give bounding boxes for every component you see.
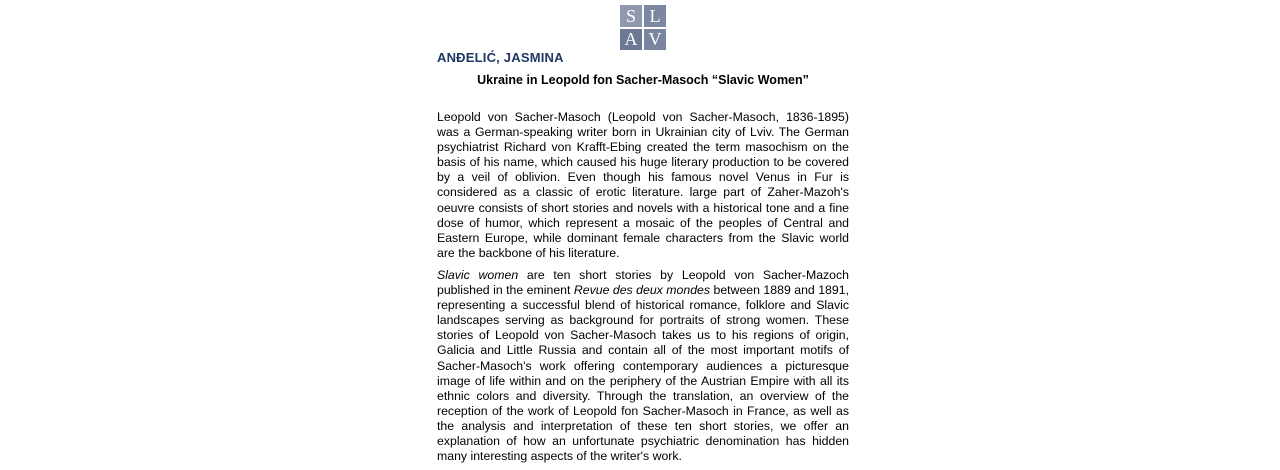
italic-journal: Revue des deux mondes: [573, 283, 711, 298]
paragraph-2: [437, 268, 849, 464]
abstract-body: [437, 110, 849, 470]
paragraph-1: Leopold von Sacher-Masoch (Leopold von Sacher-Masoch, 1836-1895) was a German-speaking writer born in Ukrainian city of Lviv. The German psychiatrist Richard von Krafft-Ebing created the term masochism on the basis of his name, which caused his huge literary production to be covered by a veil of oblivion. Even though his famous novel Venus in Fur is considered as a classic of erotic literature. large part of Zaher-Mazoh's oeuvre consists of short stories and novels with a historical tone and a fine dose of humor, which represent a mosaic of the peoples of Central and Eastern Europe, while dominant female characters from the Slavic world are the backbone of his literature.: [437, 110, 849, 260]
logo-letter: S: [620, 5, 642, 27]
logo-letter: L: [644, 5, 666, 27]
article-title: Ukraine in Leopold fon Sacher-Masoch “Slavic Women”: [477, 73, 809, 87]
logo-letter: V: [644, 29, 666, 51]
logo-letter: A: [620, 29, 642, 51]
slav-logo: [620, 5, 666, 50]
author-name: ANĐELIĆ, JASMINA: [437, 50, 564, 65]
paragraph-text: between 1889 and 1891, representing a successful blend of historical romance, folklore and Slavic landscapes serving as background for portraits of strong women. These stories of Leopold von Sacher-Masoch takes us to his regions of origin, Galicia and Little Russia and contain all of the most important motifs of Sacher-Masoch's work offering contemporary audiences a picturesque image of life within and on the periphery of the Austrian Empire with all its ethnic colors and diversity. Through the translation, an overview of the reception of the work of Leopold fon Sacher-Masoch in France, as well as the analysis and interpretation of these ten short stories, we offer an explanation of how an unfortunate psychiatric denomination has hidden many interesting aspects of the writer's work.: [437, 283, 849, 464]
paragraph-text: are ten short stories by Leopold von Sacher-Mazoch published in the eminent: [437, 267, 850, 298]
italic-title: Slavic women: [437, 267, 519, 282]
